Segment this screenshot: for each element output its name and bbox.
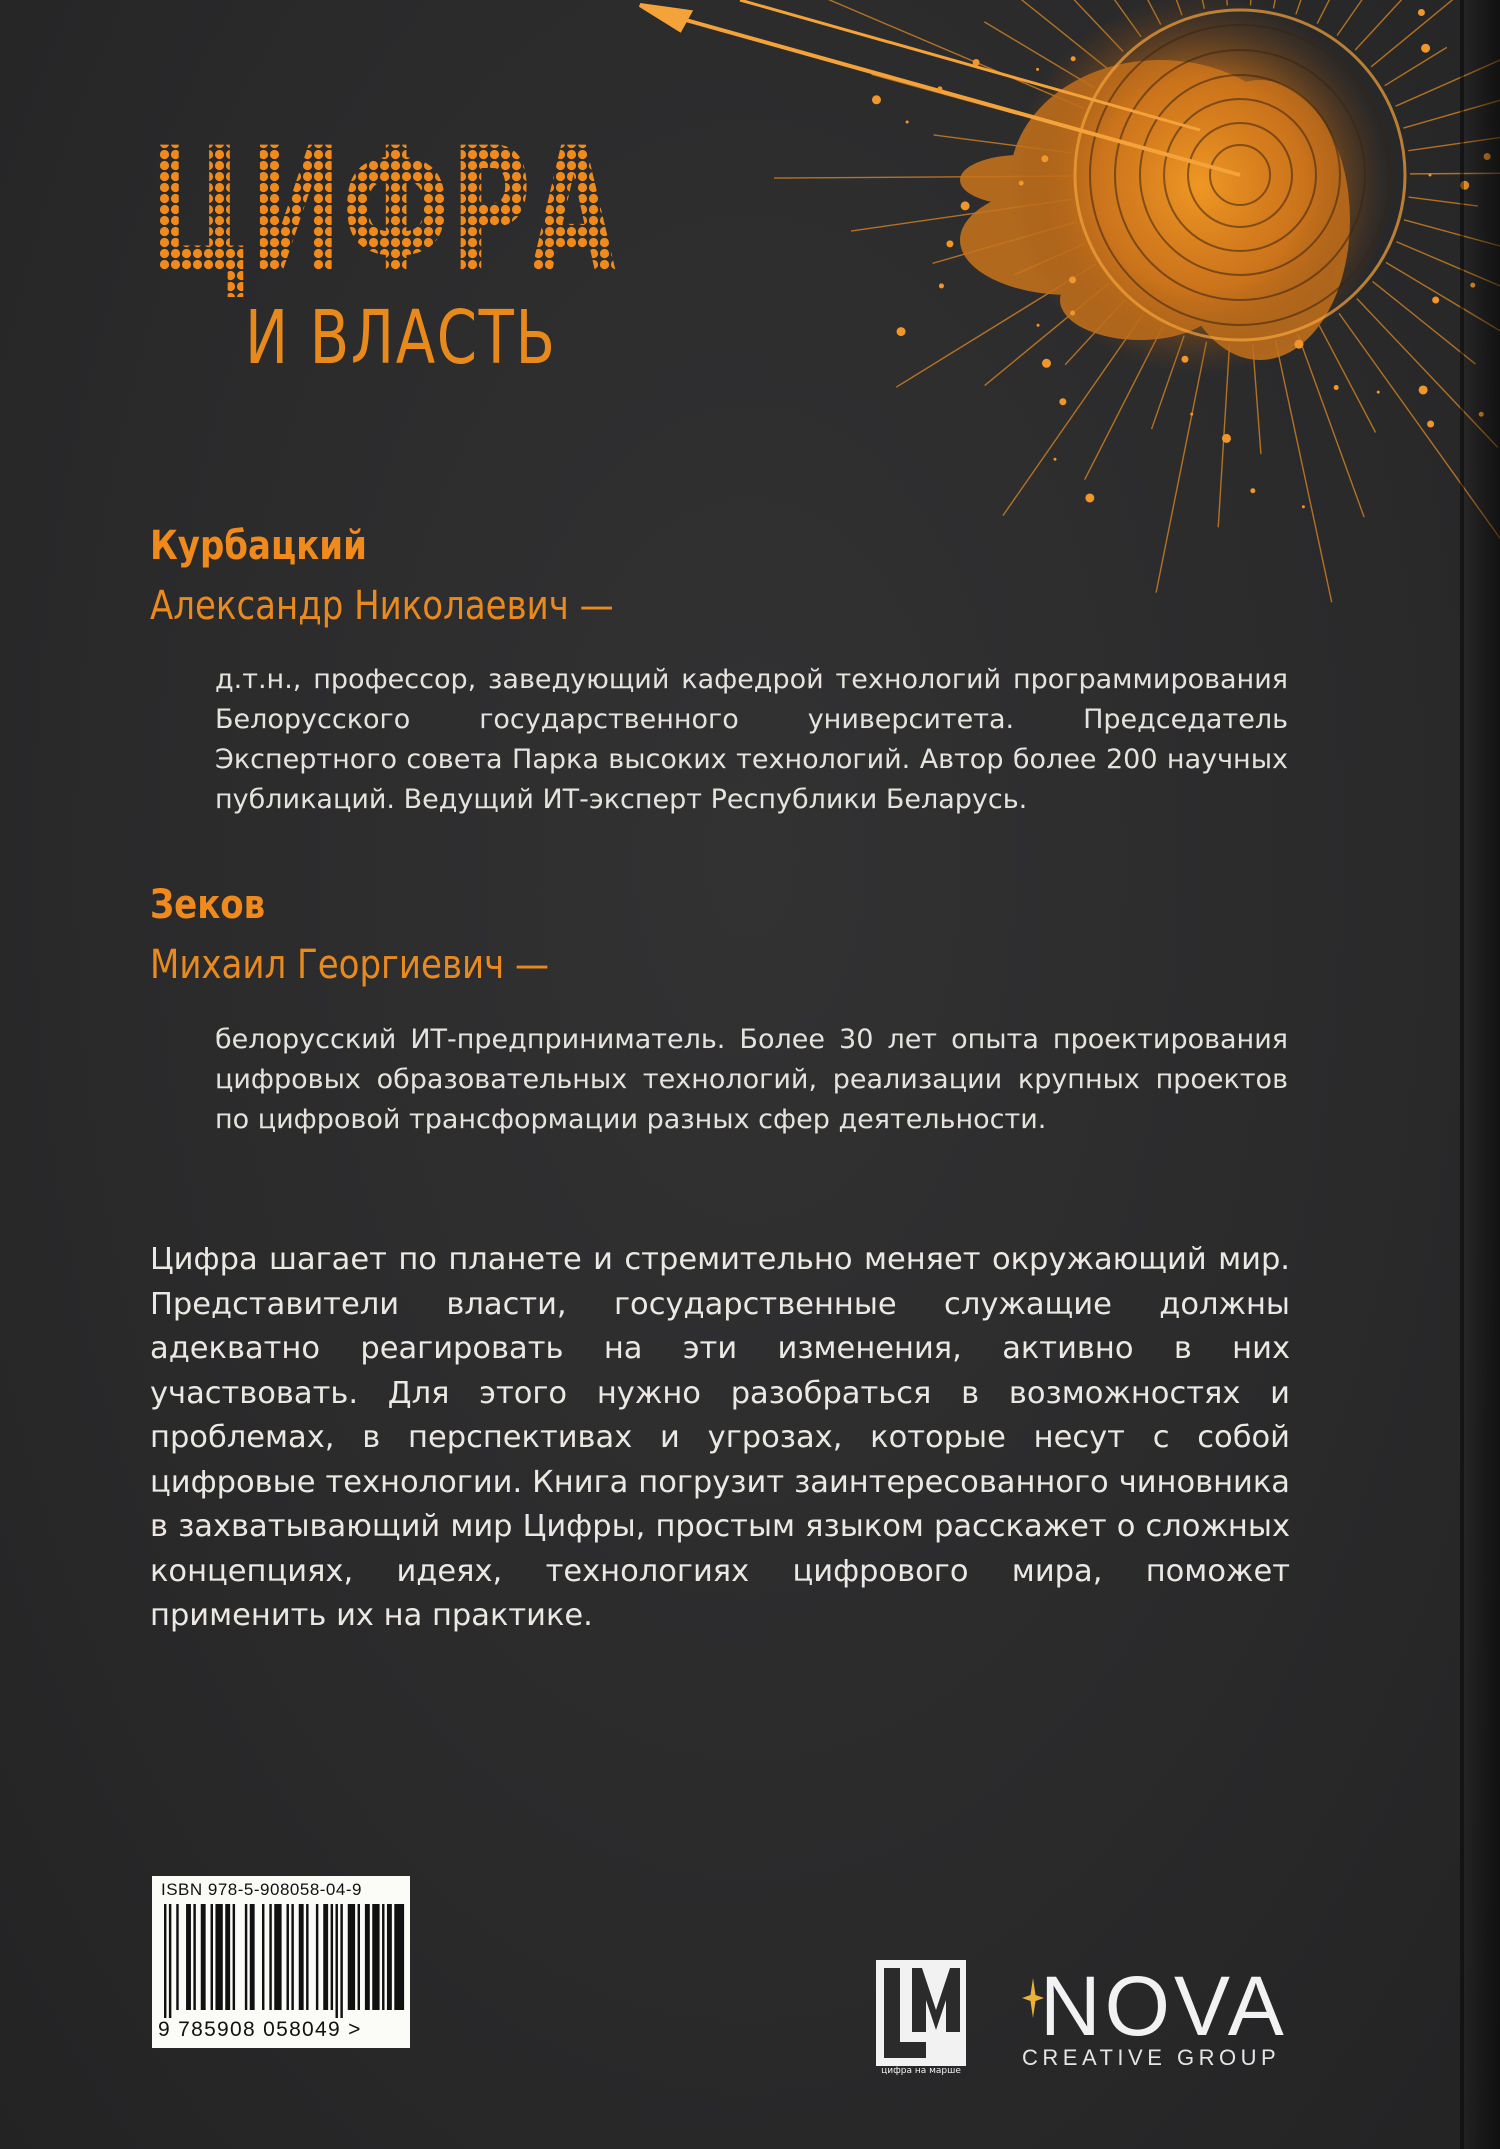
title-main-dotted — [148, 105, 618, 311]
author-2-bio: белорусский ИТ-предприниматель. Более 30 лет опыта проектирования цифровых образовательных технологий, реализации крупных проектов по цифровой трансформации разных сфер деятельности. — [215, 1024, 1288, 1135]
spine-shadow — [1460, 0, 1500, 2149]
isbn-label: ISBN 978-5-908058-04-9 — [161, 1880, 362, 1899]
author-1-surname: Курбацкий — [150, 523, 367, 569]
barcode-bars — [160, 1904, 404, 2018]
lm-publisher-logo — [876, 1960, 966, 2066]
book-blurb: Цифра шагает по планете и стремительно меняет окружающий мир. Представители власти, государственные служащие должны адекватно реагировать на эти изменения, активно в них участвовать. Для этого нужно разобраться в возможностях и проблемах, в перспективах и угрозах, которые несут с собой цифровые технологии. Книга погрузит заинтересованного чиновника в захватывающий мир Цифры, простым языком расскажет о сложных концепциях, идеях, технологиях цифрового мира, поможет применить их на практике. — [150, 1242, 1290, 1633]
author-1-name: Александр Николаевич — — [150, 583, 614, 629]
nova-logo-subtitle: CREATIVE GROUP — [1022, 2045, 1281, 2070]
svg-text:ЦИФРА: ЦИФРА — [148, 110, 616, 311]
lm-logo-caption: цифра на марше — [881, 2066, 961, 2076]
author-2-surname: Зеков — [150, 882, 266, 928]
author-2-name: Михаил Георгиевич — — [150, 942, 549, 988]
target-explosion-illustration — [600, 0, 1500, 700]
title-subtitle: И ВЛАСТЬ — [245, 295, 557, 381]
isbn-barcode — [152, 1876, 410, 2048]
author-1-bio: д.т.н., профессор, заведующий кафедрой технологий программирования Белорусского государственного университета. Председатель Экспертного совета Парка высоких технологий. Автор более 200 научных публикаций. Ведущий ИТ-эксперт Республики Беларусь. — [215, 664, 1288, 815]
barcode-digits: 9 785908 058049 > — [158, 2018, 362, 2041]
nova-logo-word: NOVA — [1040, 1959, 1288, 2053]
